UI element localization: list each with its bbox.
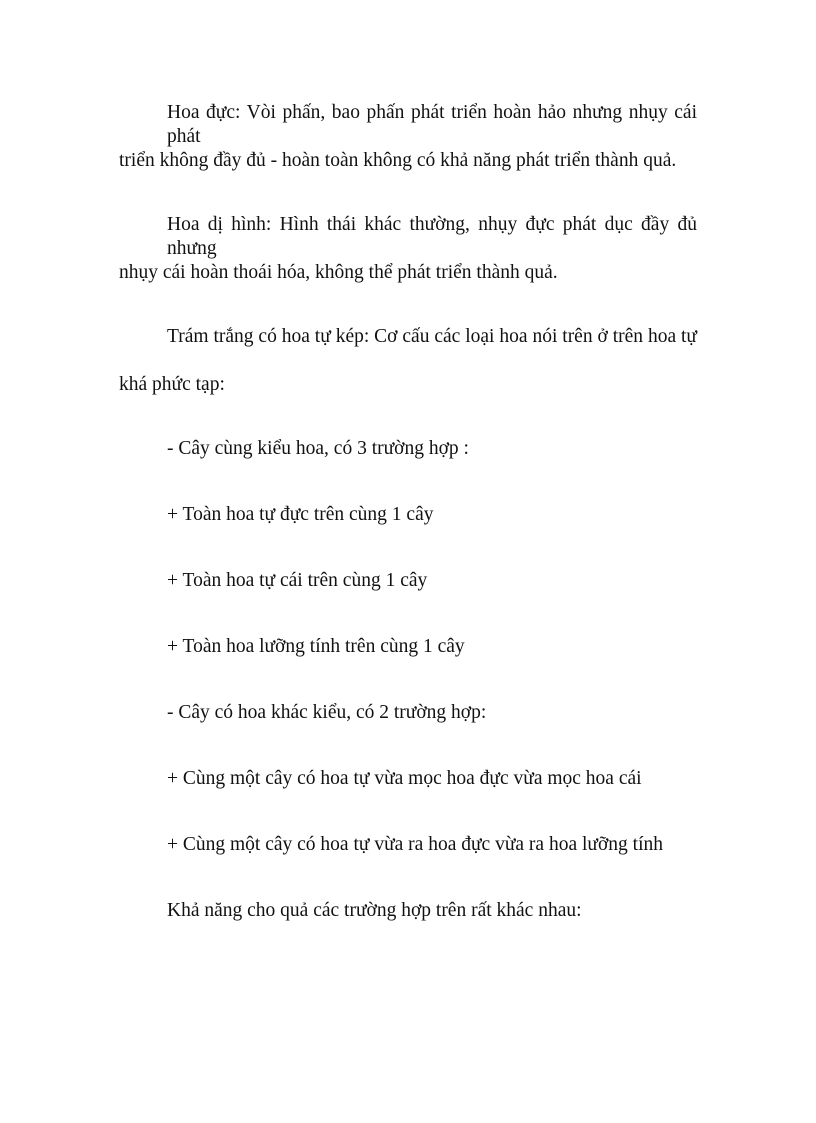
- list-item-same-flower-type: - Cây cùng kiểu hoa, có 3 trường hợp :: [167, 438, 469, 459]
- paragraph-1-line-1: Hoa đực: Vòi phấn, bao phấn phát triển hoàn hảo nhưng nhụy cái phát: [167, 102, 697, 147]
- list-item-all-male: + Toàn hoa tự đực trên cùng 1 cây: [167, 504, 434, 525]
- paragraph-1-line-2: triển không đầy đủ - hoàn toàn không có khả năng phát triển thành quả.: [119, 150, 677, 171]
- paragraph-3-line-1: Trám trắng có hoa tự kép: Cơ cấu các loại hoa nói trên ở trên hoa tự: [167, 326, 697, 347]
- list-item-male-and-female: + Cùng một cây có hoa tự vừa mọc hoa đực vừa mọc hoa cái: [167, 768, 642, 789]
- list-item-male-and-bisexual: + Cùng một cây có hoa tự vừa ra hoa đực vừa ra hoa lưỡng tính: [167, 834, 663, 855]
- paragraph-3-line-2: khá phức tạp:: [119, 374, 225, 395]
- paragraph-2-line-1: Hoa dị hình: Hình thái khác thường, nhụy đực phát dục đầy đủ nhưng: [167, 214, 697, 259]
- paragraph-2-line-2: nhụy cái hoàn thoái hóa, không thể phát triển thành quả.: [119, 262, 558, 283]
- list-item-different-flower-type: - Cây có hoa khác kiểu, có 2 trường hợp:: [167, 702, 487, 723]
- list-item-all-female: + Toàn hoa tự cái trên cùng 1 cây: [167, 570, 428, 591]
- closing-sentence: Khả năng cho quả các trường hợp trên rất khác nhau:: [167, 900, 582, 921]
- list-item-all-bisexual: + Toàn hoa lưỡng tính trên cùng 1 cây: [167, 636, 465, 657]
